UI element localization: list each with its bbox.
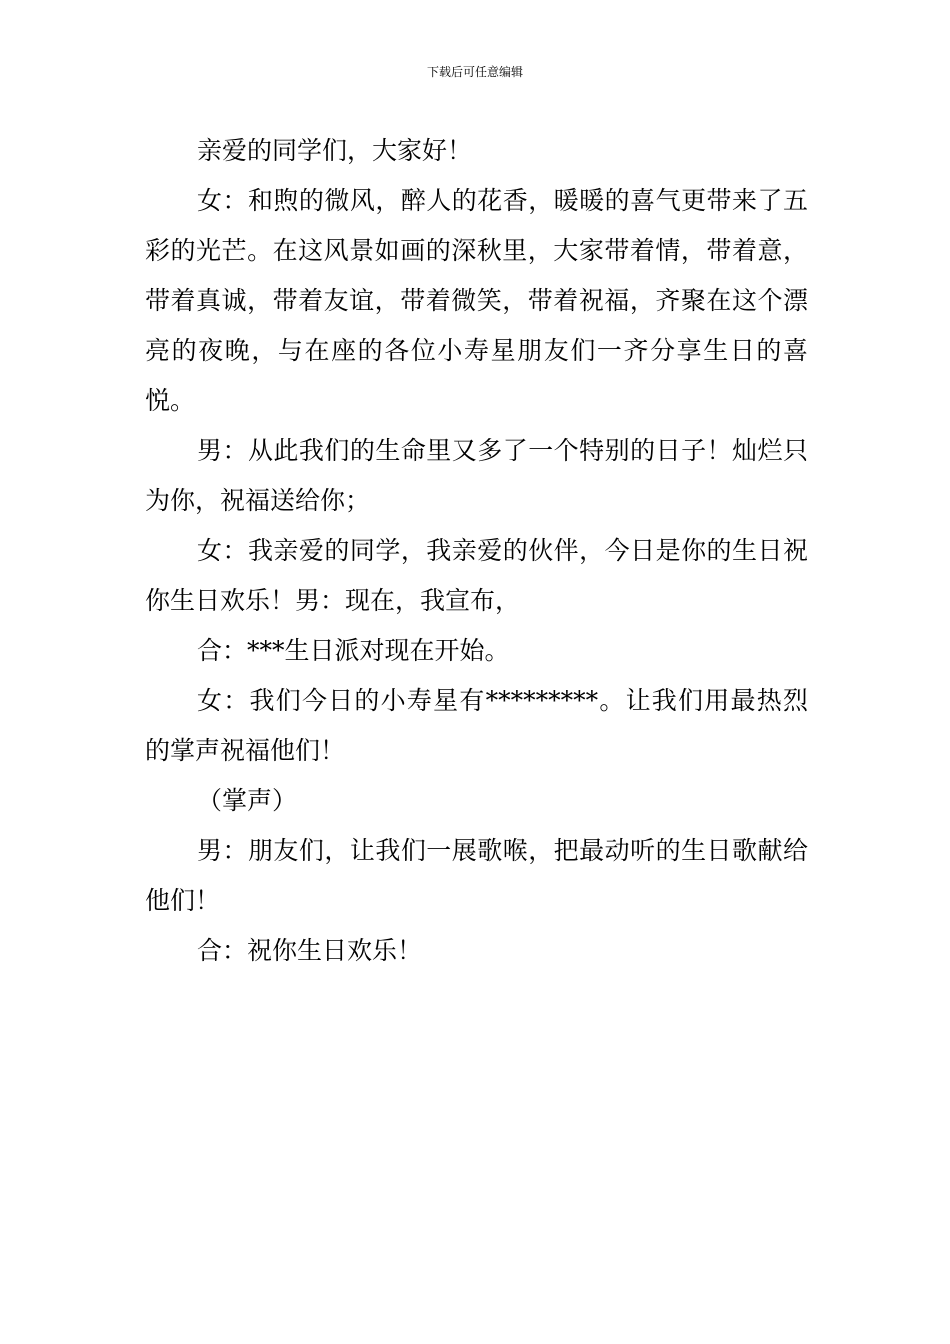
paragraph-female-opening: 女：和煦的微风，醉人的花香，暖暖的喜气更带来了五彩的光芒。在这风景如画的深秋里，大家带着情，带着意，带着真诚，带着友谊，带着微笑，带着祝福，齐聚在这个漂亮的夜晚，与在座的各位小寿星朋友们一齐分享生日的喜悦。 bbox=[145, 186, 808, 415]
paragraph-female-birthday: 女：我亲爱的同学，我亲爱的伙伴，今日是你的生日祝你生日欢乐！男：现在，我宣布， bbox=[145, 536, 808, 615]
header-note: 下载后可任意编辑 bbox=[426, 65, 523, 79]
paragraph-female-birthday-stars: 女：我们今日的小寿星有*********。让我们用最热烈的掌声祝福他们！ bbox=[145, 686, 808, 765]
document-body bbox=[145, 126, 808, 976]
paragraph-greeting: 亲爱的同学们，大家好！ bbox=[197, 136, 473, 165]
paragraph-male-special-day: 男：从此我们的生命里又多了一个特别的日子！灿烂只为你，祝福送给你； bbox=[145, 436, 808, 515]
paragraph-together-wish: 合：祝你生日欢乐！ bbox=[197, 936, 423, 965]
paragraph-male-song: 男：朋友们，让我们一展歌喉，把最动听的生日歌献给他们！ bbox=[145, 836, 808, 915]
paragraph-applause: （掌声） bbox=[197, 786, 298, 815]
paragraph-together-start: 合：***生日派对现在开始。 bbox=[197, 636, 510, 665]
